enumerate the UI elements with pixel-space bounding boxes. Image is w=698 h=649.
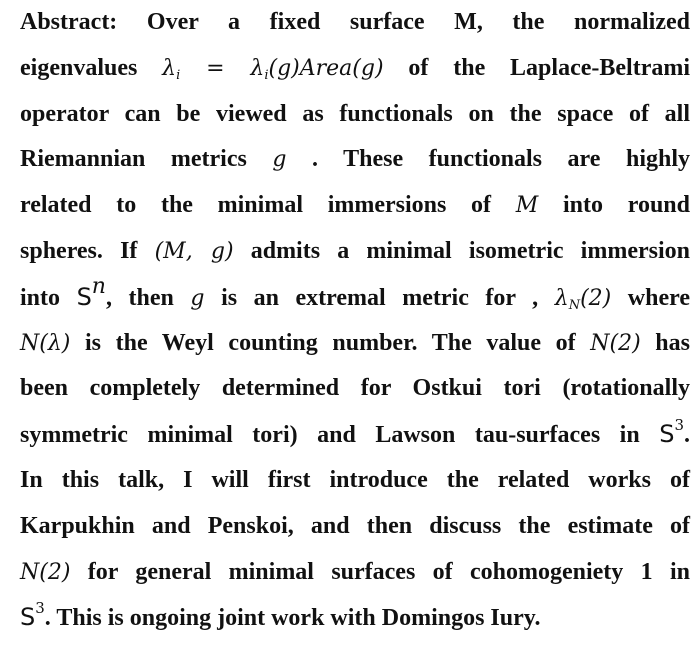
abstract-line-1: [20, 0, 690, 46]
abstract-text: In this talk, I will first introduce the related works of: [20, 466, 690, 493]
abstract-text: .: [684, 422, 690, 449]
abstract-text: operator can be viewed as functionals on the space of all: [20, 100, 690, 127]
math-sphere-S3: $S^3$: [20, 599, 45, 632]
abstract-text: has: [640, 329, 690, 356]
math-metric-g: g: [190, 285, 205, 311]
abstract-text: , then: [105, 284, 191, 311]
abstract-line-6: [20, 229, 690, 275]
abstract-text: is the Weyl counting number. The value of: [70, 329, 591, 356]
math-sphere-Sn: $S^n$: [76, 273, 106, 311]
abstract-text: Karpukhin and Penskoi, and then discuss the estimate of: [20, 512, 690, 539]
abstract-paragraph: [20, 0, 690, 641]
abstract-text: into: [20, 284, 77, 311]
abstract-text: . These functionals are highly: [286, 146, 690, 173]
abstract-text: been completely determined for Ostkui tori (rotationally: [20, 375, 690, 402]
math-N-2: N(2): [590, 330, 641, 356]
math-pair-Mg: (M, g): [154, 238, 234, 264]
abstract-line-8: [20, 321, 690, 367]
abstract-text: related to the minimal immersions of: [20, 192, 516, 219]
abstract-line-2: [20, 46, 690, 92]
abstract-text: Abstract: Over a fixed surface M, the normalized: [20, 9, 690, 35]
abstract-text: of the Laplace-Beltrami: [383, 54, 690, 81]
abstract-line-12: [20, 504, 690, 550]
abstract-line-11: [20, 458, 690, 504]
abstract-text: symmetric minimal tori) and Lawson tau-surfaces in: [20, 422, 660, 449]
math-surface-M: M: [515, 193, 539, 219]
math-metric-g: g: [272, 147, 287, 173]
abstract-line-3: [20, 92, 690, 138]
abstract-text: eigenvalues: [20, 54, 163, 81]
math-N-2: N(2): [20, 559, 71, 585]
abstract-text: . This is ongoing joint work with Domingos Iury.: [44, 605, 541, 632]
abstract-line-9: [20, 366, 690, 412]
abstract-text: Riemannian metrics: [20, 146, 273, 173]
abstract-text: admits a minimal isometric immersion: [233, 237, 690, 264]
abstract-text: spheres. If: [20, 237, 155, 264]
abstract-text: for general minimal surfaces of cohomogeniety 1 in: [70, 558, 690, 585]
math-N-lambda: N(λ): [20, 330, 71, 356]
math-lambda-N2: $\lambda_N(2)$: [554, 285, 612, 313]
abstract-line-10: [20, 412, 690, 458]
abstract-text: into round: [538, 192, 690, 219]
abstract-line-14: [20, 595, 690, 641]
abstract-line-13: [20, 550, 690, 596]
abstract-text: is an extremal metric for ,: [204, 284, 555, 311]
abstract-line-4: [20, 137, 690, 183]
math-lambda: $\lambda_i$ = $\lambda_i(g)Area(g)$: [162, 55, 384, 83]
math-sphere-S3: $S^3$: [659, 416, 684, 449]
abstract-line-5: [20, 183, 690, 229]
abstract-line-7: [20, 275, 690, 321]
abstract-text: where: [611, 284, 691, 311]
